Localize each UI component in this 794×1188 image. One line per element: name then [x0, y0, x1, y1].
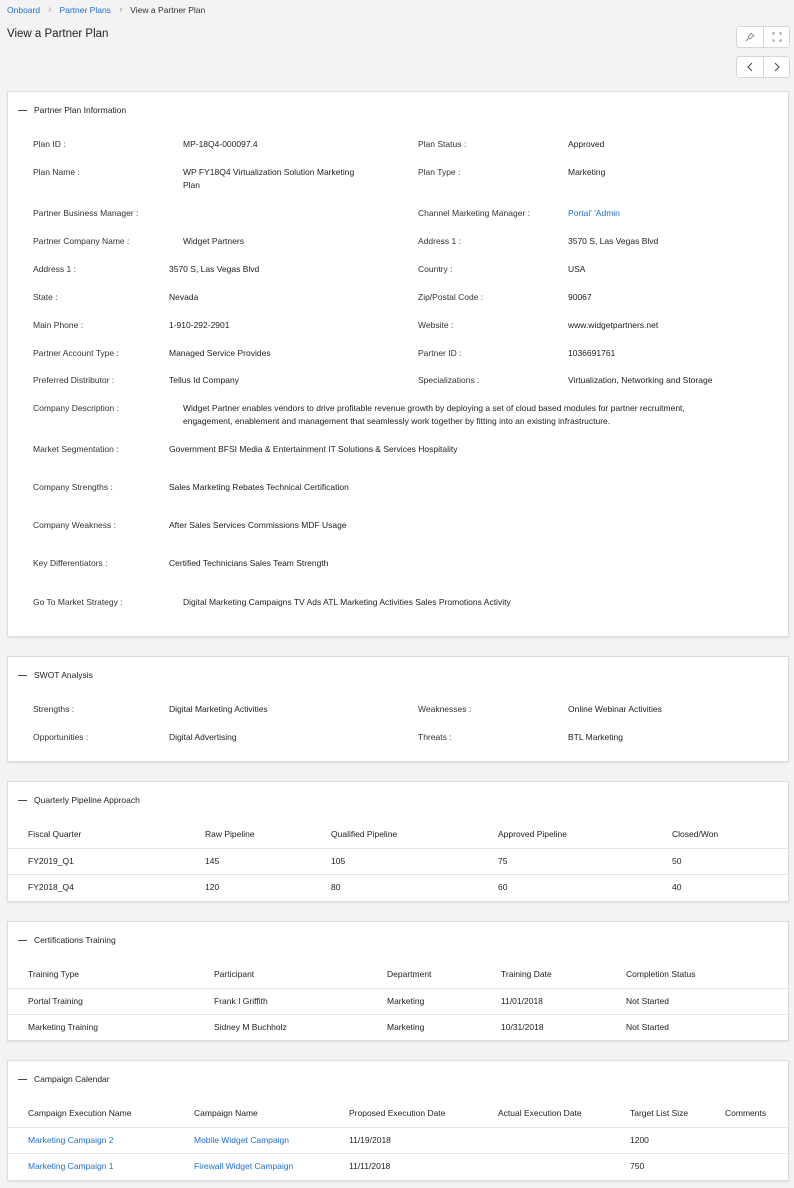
table-cell: Not Started [626, 988, 788, 1014]
main-phone-value: 1-910-292-2901 [169, 320, 230, 330]
table-cell: FY2019_Q1 [8, 848, 205, 874]
column-header[interactable]: Campaign Execution Name [28, 1107, 132, 1118]
partner-id-value: 1036691761 [568, 348, 616, 358]
channel-marketing-manager-label: Channel Marketing Manager : [418, 208, 530, 218]
strengths-label: Strengths : [33, 704, 75, 714]
state-label: State : [33, 292, 58, 302]
record-navigation [736, 56, 790, 78]
table-row [8, 874, 788, 900]
column-header[interactable]: Approved Pipeline [498, 828, 567, 839]
address1-right-value: 3570 S, Las Vegas Blvd [568, 236, 659, 246]
strengths-value: Digital Marketing Activities [169, 704, 268, 714]
state-value: Nevada [169, 292, 199, 302]
plan-status-label: Plan Status : [418, 139, 467, 149]
plan-status-value: Approved [568, 139, 605, 149]
collapse-icon[interactable] [18, 940, 27, 941]
partner-business-manager-label: Partner Business Manager : [33, 208, 139, 218]
section-title: SWOT Analysis [34, 670, 93, 680]
section-header[interactable] [8, 1061, 788, 1097]
next-button[interactable] [763, 57, 789, 77]
channel-marketing-manager-link[interactable]: Portal' 'Admin [568, 208, 620, 218]
page-title: View a Partner Plan [7, 28, 109, 40]
column-header[interactable]: Actual Execution Date [498, 1107, 582, 1118]
section-header[interactable] [8, 657, 788, 693]
collapse-icon[interactable] [18, 675, 27, 676]
table-cell: 60 [498, 874, 672, 900]
address1-label: Address 1 : [33, 264, 76, 274]
table-header-row [8, 1099, 788, 1127]
table-cell: 11/01/2018 [501, 988, 626, 1014]
plan-name-value-line2: Plan [183, 180, 201, 190]
country-value: USA [568, 264, 586, 274]
table-cell: Marketing [387, 988, 501, 1014]
zip-label: Zip/Postal Code : [418, 292, 484, 302]
go-to-market-strategy-value: Digital Marketing Campaigns TV Ads ATL Marketing Activities Sales Promotions Activity [183, 597, 511, 607]
table-row [8, 1014, 788, 1040]
column-header[interactable]: Participant [214, 968, 255, 979]
pin-button[interactable] [737, 27, 763, 47]
country-label: Country : [418, 264, 453, 274]
collapse-icon[interactable] [18, 110, 27, 111]
breadcrumb [7, 4, 205, 15]
main-phone-label: Main Phone : [33, 320, 84, 330]
column-header[interactable]: Campaign Name [194, 1107, 258, 1118]
table-cell: 750 [630, 1153, 725, 1179]
key-differentiators-label: Key Differentiators : [33, 558, 108, 568]
table-cell: 120 [205, 874, 331, 900]
chevron-right-icon [773, 62, 781, 72]
partner-company-name-label: Partner Company Name : [33, 236, 130, 246]
section-header[interactable] [8, 782, 788, 818]
column-header[interactable]: Raw Pipeline [205, 828, 255, 839]
table-cell: 11/11/2018 [349, 1153, 498, 1179]
table-cell: Portal Training [8, 988, 214, 1014]
table-cell: Frank I Griffith [214, 988, 387, 1014]
company-description-line2: engagement, enablement and management that seamlessly work together by fitting into an existing infrastructure. [183, 416, 611, 426]
table-cell: 1200 [630, 1127, 725, 1153]
table-cell: 50 [672, 848, 788, 874]
expand-icon [772, 32, 782, 42]
opportunities-label: Opportunities : [33, 732, 89, 742]
training-table [8, 960, 788, 1040]
company-weakness-value: After Sales Services Commissions MDF Usage [169, 520, 347, 530]
threats-value: BTL Marketing [568, 732, 623, 742]
market-segmentation-value: Government BFSI Media & Entertainment IT Solutions & Services Hospitality [169, 444, 458, 454]
column-header[interactable]: Completion Status [626, 968, 696, 979]
company-strengths-value: Sales Marketing Rebates Technical Certification [169, 482, 349, 492]
opportunities-value: Digital Advertising [169, 732, 237, 742]
table-cell: 40 [672, 874, 788, 900]
partner-id-label: Partner ID : [418, 348, 462, 358]
campaign-execution-link[interactable]: Marketing Campaign 2 [8, 1127, 194, 1153]
partner-account-type-value: Managed Service Provides [169, 348, 271, 358]
zip-value: 90067 [568, 292, 592, 302]
previous-button[interactable] [737, 57, 763, 77]
plan-type-value: Marketing [568, 167, 606, 177]
table-row [8, 848, 788, 874]
company-description-label: Company Description : [33, 403, 119, 413]
chevron-left-icon [746, 62, 754, 72]
expand-button[interactable] [763, 27, 789, 47]
table-cell: Sidney M Buchholz [214, 1014, 387, 1040]
pipeline-table [8, 820, 788, 900]
collapse-icon[interactable] [18, 1079, 27, 1080]
campaign-name-link[interactable]: Firewall Widget Campaign [194, 1153, 349, 1179]
weaknesses-label: Weaknesses : [418, 704, 472, 714]
address1-right-label: Address 1 : [418, 236, 461, 246]
section-title: Quarterly Pipeline Approach [34, 795, 140, 805]
table-cell [498, 1153, 630, 1179]
column-header[interactable]: Training Type [28, 968, 80, 979]
section-title: Campaign Calendar [34, 1074, 110, 1084]
partner-account-type-label: Partner Account Type : [33, 348, 119, 358]
pin-icon [745, 32, 755, 42]
table-cell: 105 [331, 848, 498, 874]
campaign-calendar-section [7, 1060, 789, 1181]
company-description-line1: Widget Partner enables vendors to drive profitable revenue growth by deploying a set of cloud based modules for partner recruitment, [183, 403, 685, 413]
table-row [8, 988, 788, 1014]
column-header[interactable]: Target List Size [630, 1107, 689, 1118]
breadcrumb-current: View a Partner Plan [130, 4, 206, 15]
chevron-right-icon: › [48, 4, 52, 15]
section-header[interactable] [8, 922, 788, 958]
company-strengths-label: Company Strengths : [33, 482, 113, 492]
table-cell: Marketing [387, 1014, 501, 1040]
table-cell [725, 1127, 788, 1153]
preferred-distributor-value: Tellus Id Company [169, 375, 239, 385]
table-header-row [8, 960, 788, 988]
plan-name-value-line1: WP FY18Q4 Virtualization Solution Marketing [183, 167, 355, 177]
table-cell [498, 1127, 630, 1153]
table-cell: Marketing Training [8, 1014, 214, 1040]
go-to-market-strategy-label: Go To Market Strategy : [33, 597, 123, 607]
table-cell: 11/19/2018 [349, 1127, 498, 1153]
weaknesses-value: Online Webinar Activities [568, 704, 662, 714]
specializations-value: Virtualization, Networking and Storage [568, 375, 713, 385]
column-header[interactable]: Department [387, 968, 432, 979]
view-actions [736, 26, 790, 48]
breadcrumb-partner-plans[interactable]: Partner Plans [59, 4, 111, 15]
breadcrumb-onboard[interactable]: Onboard [7, 4, 41, 15]
quarterly-pipeline-section [7, 781, 789, 902]
campaign-name-link[interactable]: Mobile Widget Campaign [194, 1127, 349, 1153]
column-header[interactable]: Training Date [501, 968, 552, 979]
key-differentiators-value: Certified Technicians Sales Team Strength [169, 558, 329, 568]
market-segmentation-label: Market Segmentation : [33, 444, 119, 454]
partner-plan-information-section [7, 91, 789, 637]
table-row [8, 1153, 788, 1179]
column-header[interactable]: Fiscal Quarter [28, 828, 82, 839]
table-cell: 80 [331, 874, 498, 900]
table-cell: 10/31/2018 [501, 1014, 626, 1040]
company-weakness-label: Company Weakness : [33, 520, 116, 530]
campaign-table [8, 1099, 788, 1179]
table-cell: 75 [498, 848, 672, 874]
website-label: Website : [418, 320, 454, 330]
section-title: Certifications Training [34, 935, 116, 945]
plan-id-label: Plan ID : [33, 139, 66, 149]
website-value: www.widgetpartners.net [568, 320, 659, 330]
column-header[interactable]: Closed/Won [672, 828, 719, 839]
chevron-right-icon: › [118, 4, 123, 15]
collapse-icon[interactable] [18, 800, 27, 801]
certifications-training-section [7, 921, 789, 1041]
specializations-label: Specializations : [418, 375, 480, 385]
address1-value: 3570 S, Las Vegas Blvd [169, 264, 260, 274]
swot-analysis-section [7, 656, 789, 762]
section-title: Partner Plan Information [34, 105, 127, 115]
table-cell: FY2018_Q4 [8, 874, 205, 900]
table-row [8, 1127, 788, 1153]
section-header[interactable] [8, 92, 788, 128]
table-cell: Not Started [626, 1014, 788, 1040]
table-header-row [8, 820, 788, 848]
plan-type-label: Plan Type : [418, 167, 461, 177]
table-cell: 145 [205, 848, 331, 874]
table-cell [725, 1153, 788, 1179]
threats-label: Threats : [418, 732, 452, 742]
partner-company-name-value: Widget Partners [183, 236, 244, 246]
campaign-execution-link[interactable]: Marketing Campaign 1 [8, 1153, 194, 1179]
column-header[interactable]: Qualified Pipeline [331, 828, 398, 839]
column-header[interactable]: Proposed Execution Date [349, 1107, 446, 1118]
plan-id-value: MP-18Q4-000097.4 [183, 139, 258, 149]
preferred-distributor-label: Preferred Distributor : [33, 375, 115, 385]
plan-name-label: Plan Name : [33, 167, 80, 177]
column-header[interactable]: Comments [725, 1107, 767, 1118]
